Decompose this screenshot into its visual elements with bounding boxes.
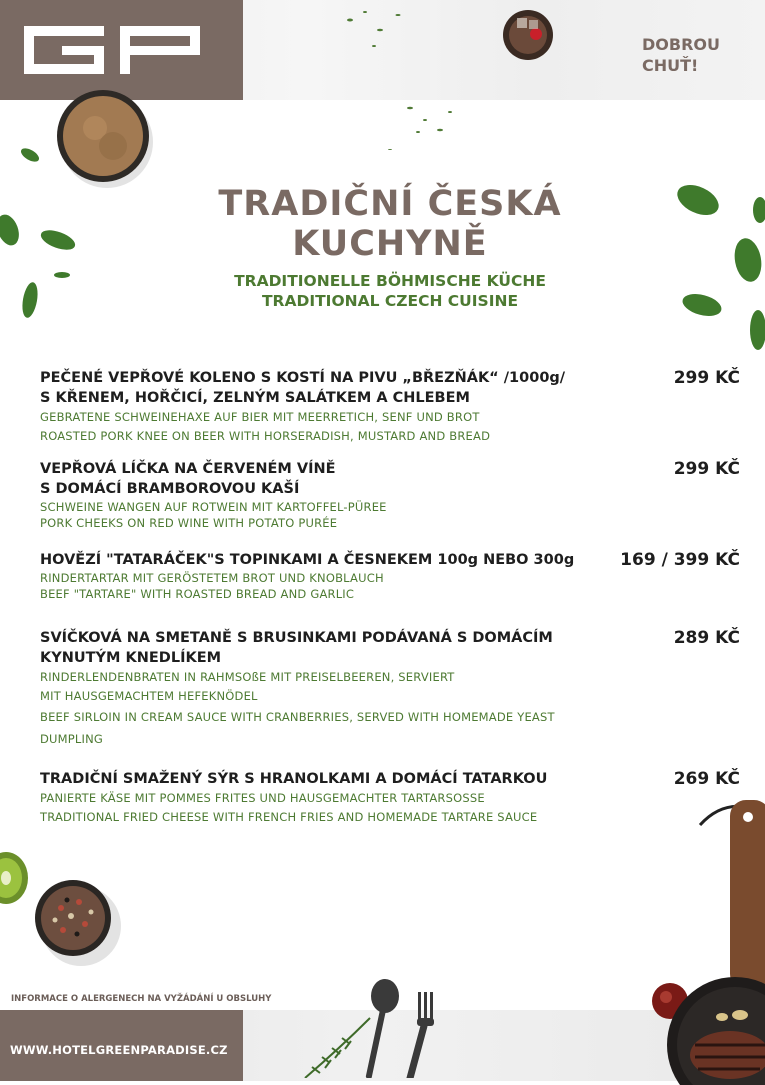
menu-item-english: ROASTED PORK KNEE ON BEER WITH HORSERADISH, MUSTARD AND BREAD [40, 429, 491, 443]
menu-item-price: 269 KČ [673, 769, 740, 789]
menu-item-price: 289 KČ [673, 628, 740, 648]
grill-pan-icon [640, 975, 765, 1085]
basil-leaves-right-icon [670, 180, 765, 360]
menu-item-german: RINDERLENDENBRATEN IN RAHMSOßE MIT PREISELBEEREN, SERVIERT MIT HAUSGEMACHTEM HEFEKNÖDEL [40, 670, 455, 703]
logo-box [0, 0, 243, 100]
menu-item-price: 169 / 399 KČ [620, 550, 740, 570]
menu-item [40, 459, 740, 531]
cutlery-icon [300, 978, 450, 1078]
menu-item-name: SVÍČKOVÁ NA SMETANĚ S BRUSINKAMI PODÁVANÁ S DOMÁCÍM KYNUTÝM KNEDLÍKEM [40, 630, 553, 666]
menu-item-name: HOVĚZÍ "TATARÁČEK"S TOPINKAMI A ČESNEKEM 100g NEBO 300g [40, 552, 575, 568]
menu-item-german: RINDERTARTAR MIT GERÖSTETEM BROT UND KNOBLAUCH [40, 571, 384, 585]
menu-item-german: GEBRATENE SCHWEINEHAXE AUF BIER MIT MEERRETICH, SENF UND BROT [40, 410, 480, 424]
cutting-board-icon [690, 795, 765, 995]
menu-item [40, 628, 740, 750]
menu-item-english: BEEF SIRLOIN IN CREAM SAUCE WITH CRANBERRIES, SERVED WITH HOMEMADE YEAST DUMPLING [40, 710, 555, 746]
menu-item-english: PORK CHEEKS ON RED WINE WITH POTATO PURÉE [40, 516, 338, 530]
page-subtitle: TRADITIONELLE BÖHMISCHE KÜCHE TRADITIONAL CZECH CUISINE [234, 272, 546, 310]
basil-leaves-left-icon [0, 135, 90, 335]
page-title: TRADIČNÍ ČESKÁ KUCHYNĚ [218, 184, 562, 264]
peppercorn-bowl-icon [33, 878, 133, 978]
menu-item-english: TRADITIONAL FRIED CHEESE WITH FRENCH FRIES AND HOMEMADE TARTARE SAUCE [40, 810, 538, 824]
greeting-text: DOBROU CHUŤ! [642, 35, 720, 75]
menu-item [40, 769, 740, 827]
menu-item [40, 368, 740, 446]
kiwi-slice-icon [0, 848, 30, 908]
menu-item-name: PEČENÉ VEPŘOVÉ KOLENO S KOSTÍ NA PIVU „BŘEZŇÁK“ /1000g/ S KŘENEM, HOŘČICÍ, ZELNÝM SALÁTKEM A CHLEBEM [40, 370, 566, 406]
menu-item-price: 299 KČ [673, 459, 740, 479]
menu-item-name: TRADIČNÍ SMAŽENÝ SÝR S HRANOLKAMI A DOMÁCÍ TATARKOU [40, 771, 548, 787]
menu-item-german: PANIERTE KÄSE MIT POMMES FRITES UND HAUSGEMACHTER TARTARSOSSE [40, 791, 485, 805]
menu-item-english: BEEF "TARTARE" WITH ROASTED BREAD AND GARLIC [40, 587, 355, 601]
gp-logo-icon [24, 26, 200, 74]
menu-item-german: SCHWEINE WANGEN AUF ROTWEIN MIT KARTOFFEL-PÜREE [40, 500, 387, 514]
drink-glass-image [503, 0, 553, 70]
allergen-note: INFORMACE O ALERGENECH NA VYŽÁDÁNÍ U OBSLUHY [11, 994, 272, 1004]
menu-item [40, 550, 740, 602]
herb-sprinkles-icon [330, 0, 470, 150]
website-link[interactable]: WWW.HOTELGREENPARADISE.CZ [10, 1043, 228, 1057]
menu-item-name: VEPŘOVÁ LÍČKA NA ČERVENÉM VÍNĚ S DOMÁCÍ BRAMBOROVOU KAŠÍ [40, 461, 336, 497]
menu-item-price: 299 KČ [673, 368, 740, 388]
